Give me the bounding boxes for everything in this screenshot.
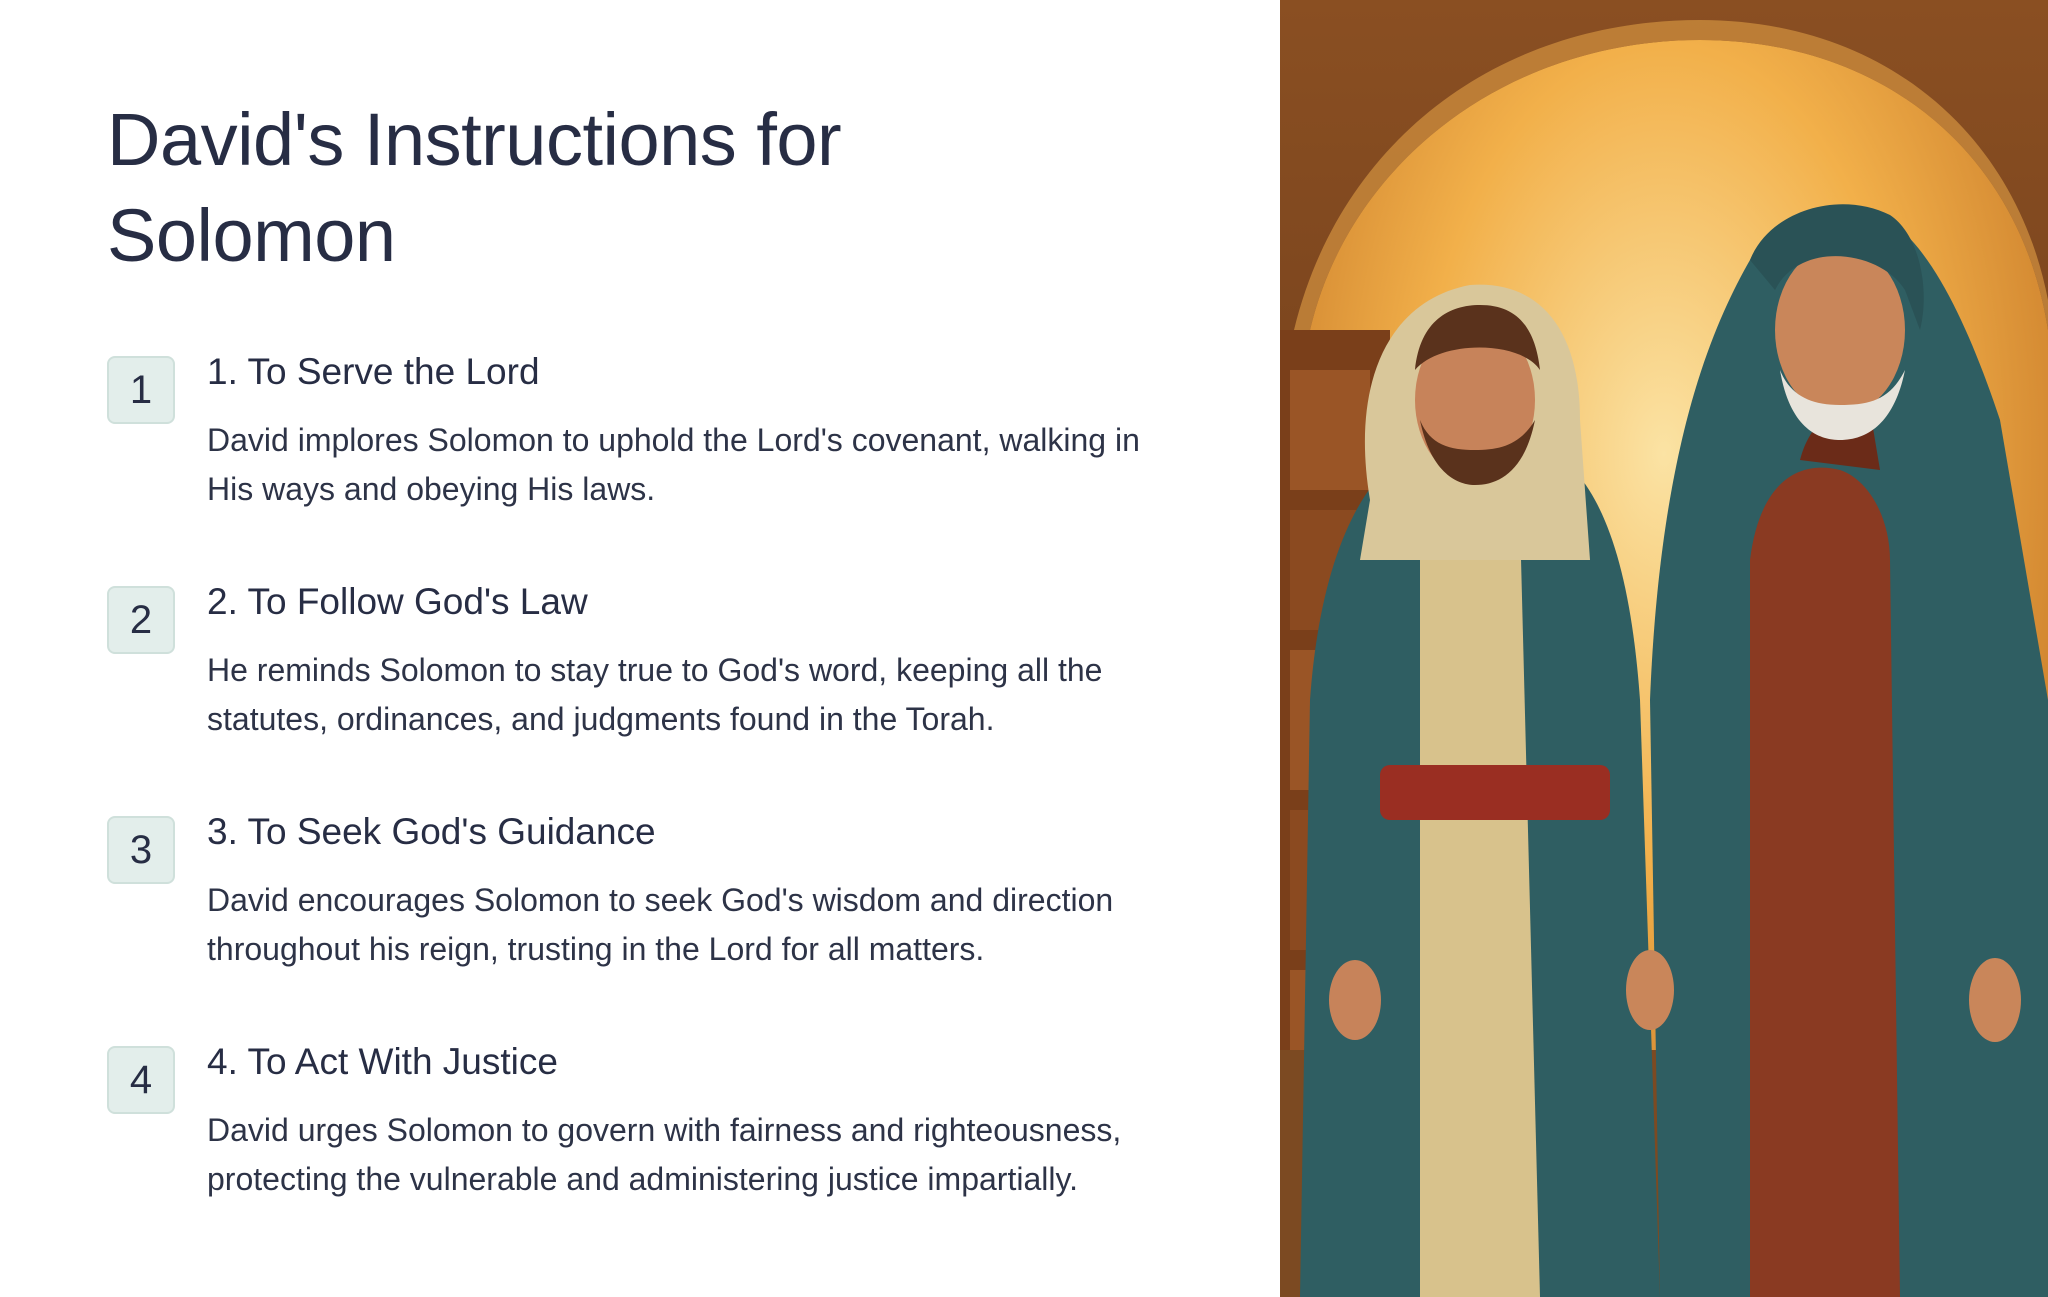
- step-description: He reminds Solomon to stay true to God's word, keeping all the statutes, ordinances, and judgments found in the Torah.: [207, 652, 1103, 737]
- step-number-badge: 1: [107, 356, 175, 424]
- step-description: David urges Solomon to govern with fairness and righteousness, protecting the vulnerable and administering justice impartially.: [207, 1112, 1122, 1197]
- step-heading: 4. To Act With Justice: [207, 1041, 558, 1082]
- step-description: David implores Solomon to uphold the Lord's covenant, walking in His ways and obeying His laws.: [207, 422, 1140, 507]
- step-number-badge: 3: [107, 816, 175, 884]
- illustration-david-and-solomon: [1280, 0, 2048, 1297]
- solomon-sash: [1380, 765, 1610, 820]
- step-number-badge: 4: [107, 1046, 175, 1114]
- step-heading: 2. To Follow God's Law: [207, 581, 588, 622]
- step-heading: 3. To Seek God's Guidance: [207, 811, 656, 852]
- step-description: David encourages Solomon to seek God's wisdom and direction throughout his reign, trusting in the Lord for all matters.: [207, 882, 1114, 967]
- step-heading: 1. To Serve the Lord: [207, 351, 540, 392]
- page-title: David's Instructions for Solomon: [107, 98, 842, 277]
- step-number-badge: 2: [107, 586, 175, 654]
